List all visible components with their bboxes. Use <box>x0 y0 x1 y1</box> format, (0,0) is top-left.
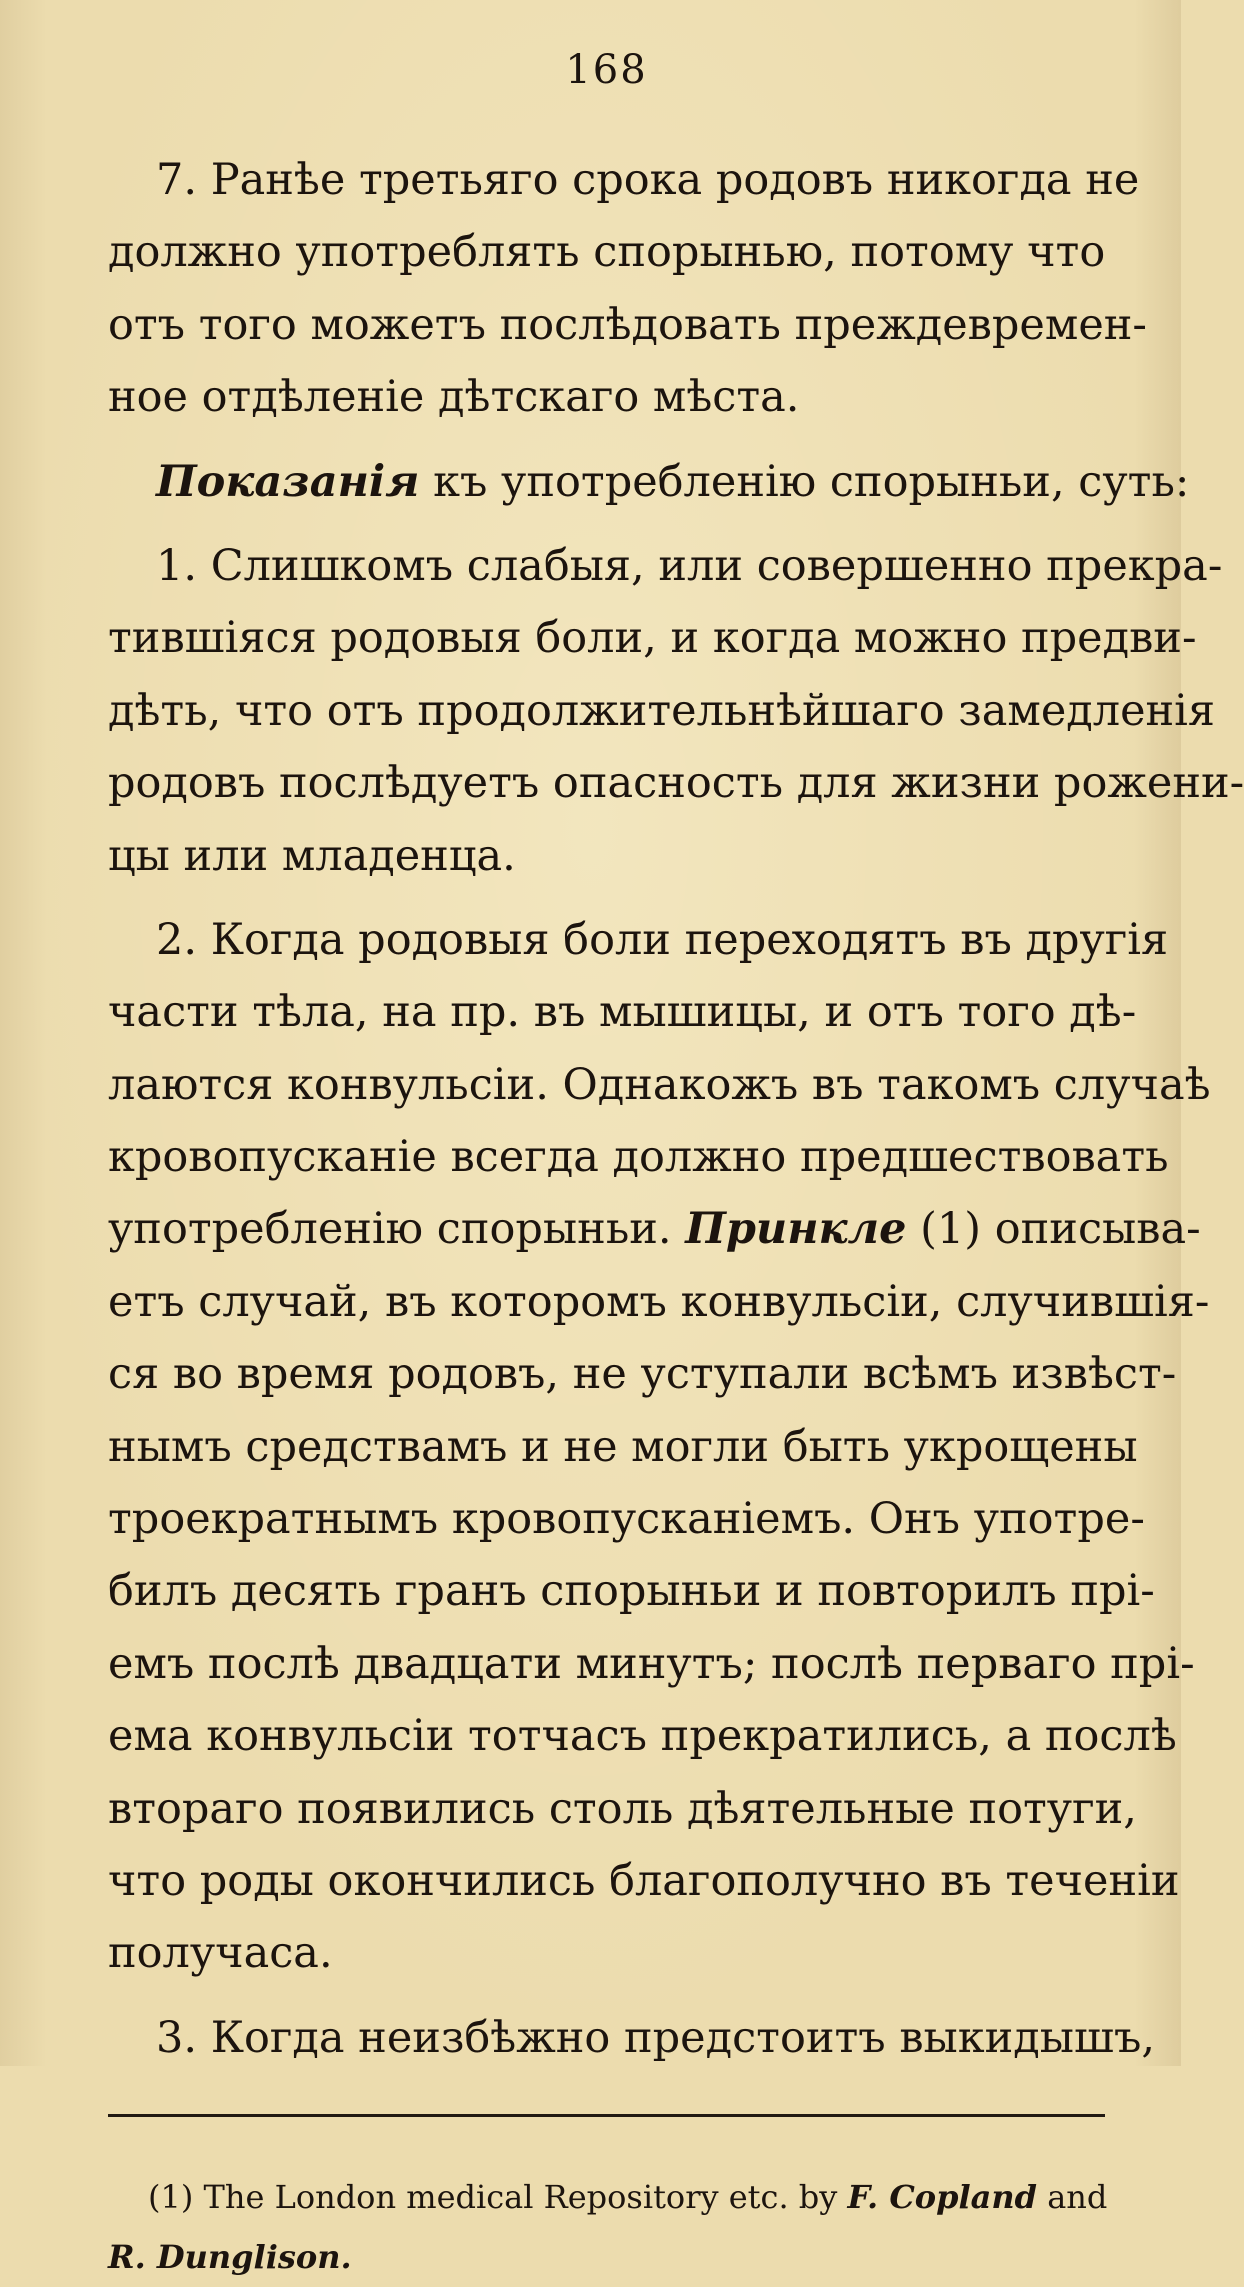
text-line: нымъ средствамъ и не могли быть укрощены <box>108 1421 1138 1472</box>
paragraph-gap <box>108 892 1105 904</box>
text-line: должно употреблять спорынью, потому что <box>108 227 1106 278</box>
text-line: 7. Ранѣе третьяго срока родовъ никогда не <box>156 155 1140 205</box>
body-text <box>108 144 1244 2074</box>
text-line: 2. Когда родовыя боли переходятъ въ другія <box>156 914 1169 965</box>
text-line: родовъ послѣдуетъ опасность для жизни рожени- <box>108 758 1244 809</box>
footnote-line <box>108 2227 1105 2287</box>
text-line: ема конвульсіи тотчасъ прекратились, а послѣ <box>108 1711 1177 1762</box>
footnote <box>108 2167 1108 2287</box>
text-line: кровопусканіе всегда должно предшествовать <box>108 1132 1169 1183</box>
indication-item-3 <box>108 2002 1155 2074</box>
indication-item-1 <box>108 530 1244 892</box>
footnote-author: R. Dunglison. <box>108 2238 352 2277</box>
footnote-conjunction: and <box>1047 2178 1108 2217</box>
footnote-marker: (1) <box>148 2178 194 2217</box>
text-line: отъ того можетъ послѣдовать преждевремен- <box>108 299 1147 350</box>
text-line: троекратнымъ кровопусканіемъ. Онъ употре- <box>108 1494 1145 1545</box>
text-line: что роды окончились благополучно въ теченіи <box>108 1855 1180 1906</box>
text-line <box>108 446 1190 518</box>
text-line: емъ послѣ двадцати минутъ; послѣ перваго прі- <box>108 1638 1195 1689</box>
footnote-author: F. Copland <box>847 2178 1038 2217</box>
page-number: 168 <box>565 47 648 93</box>
paragraph-7 <box>108 144 1147 434</box>
text-line: билъ десять гранъ спорыньи и повторилъ прі- <box>108 1566 1155 1617</box>
text-line: 1. Слишкомъ слабыя, или совершенно прекра- <box>156 540 1223 591</box>
text-line: части тѣла, на пр. въ мышицы, и отъ того дѣ- <box>108 987 1137 1038</box>
text-line: дѣть, что отъ продолжительнѣйшаго замедленія <box>108 685 1216 736</box>
text-line: цы или младенца. <box>108 830 516 881</box>
text-line: лаются конвульсіи. Однакожъ въ такомъ случаѣ <box>108 1059 1211 1110</box>
footnote-line <box>108 2167 1108 2227</box>
footnote-divider <box>108 2114 1105 2117</box>
heading-rest: къ употребленію спорыньи, суть: <box>433 456 1190 507</box>
text-line: втораго появились столь дѣятельные потуги, <box>108 1783 1137 1834</box>
text-line: ное отдѣленіе дѣтскаго мѣста. <box>108 372 800 423</box>
text-line: ся во время родовъ, не уступали всѣмъ извѣст- <box>108 1349 1177 1400</box>
text-line: получаса. <box>108 1928 333 1979</box>
text-line <box>108 1193 1201 1265</box>
footnote-text: The London medical Repository etc. by <box>203 2178 838 2217</box>
text-line: етъ случай, въ которомъ конвульсіи, случившія- <box>108 1276 1210 1327</box>
author-name-emphasis: Принкле <box>685 1204 907 1255</box>
text-segment: (1) описыва- <box>920 1204 1201 1255</box>
indication-item-2 <box>108 904 1211 1990</box>
text-line: 3. Когда неизбѣжно предстоитъ выкидышъ, <box>156 2012 1155 2063</box>
paragraph-gap <box>108 1990 1105 2002</box>
text-segment: употребленію спорыньи. <box>108 1204 672 1255</box>
heading-emphasis: Показанія <box>156 456 420 507</box>
paragraph-gap <box>108 518 1105 530</box>
indications-heading <box>108 446 1190 518</box>
paragraph-gap <box>108 434 1105 446</box>
text-line: тившіяся родовыя боли, и когда можно предви- <box>108 613 1197 664</box>
